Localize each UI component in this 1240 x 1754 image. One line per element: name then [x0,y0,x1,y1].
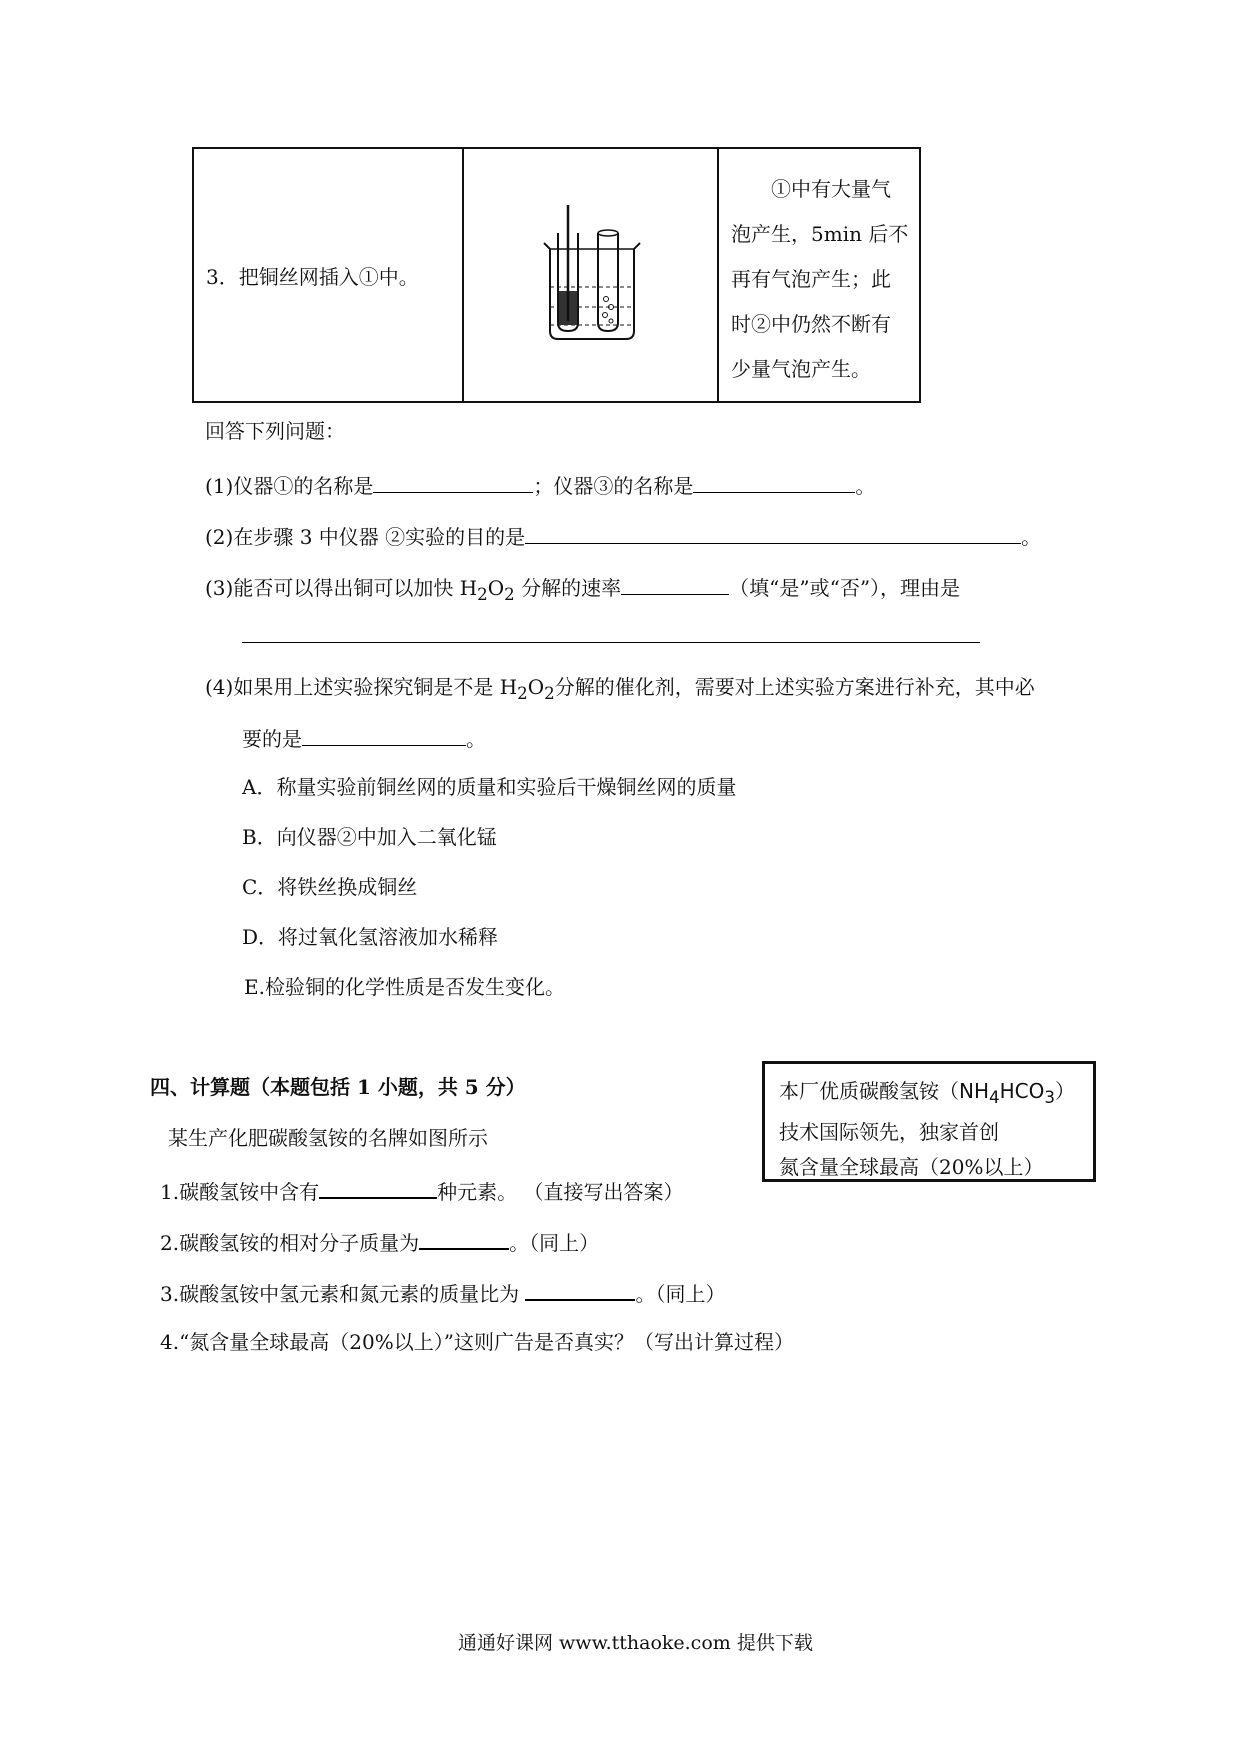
experiment-table [192,147,921,403]
answer-blank[interactable] [525,1279,635,1301]
calc-question-1: 1.碳酸氢铵中含有 种元素。 （直接写出答案） [160,1177,683,1204]
answer-blank[interactable] [373,472,533,493]
beaker-test-tubes-figure [536,203,646,343]
option-b: B．向仪器②中加入二氧化锰 [242,825,497,849]
option-e: E.检验铜的化学性质是否发生变化。 [244,975,565,999]
apparatus-cell [463,148,718,402]
page-footer: 通通好课网 www.tthaoke.com 提供下载 [458,1632,813,1654]
calc-question-2: 2.碳酸氢铵的相对分子质量为 。（同上） [160,1228,599,1255]
answer-blank[interactable] [319,1177,437,1199]
nameplate-line-3: 氮含量全球最高（20%以上） [779,1155,1044,1179]
answer-blank[interactable] [693,472,855,493]
observation-text: ①中有大量气泡产生，5min 后不再有气泡产生；此时②中仍然不断有少量气泡产生。 [731,176,909,381]
calc-question-4: 4.“氮含量全球最高（20%以上）”这则广告是否真实？（写出计算过程） [160,1330,794,1354]
reason-answer-line[interactable] [242,642,980,643]
question-4-line2: 要的是 。 [242,727,486,751]
answer-blank[interactable] [419,1228,509,1250]
question-2: (2)在步骤 3 中仪器 ②实验的目的是 。 [205,525,1042,549]
section-heading: 四、计算题（本题包括 1 小题，共 5 分） [150,1075,526,1099]
option-d: D．将过氧化氢溶液加水稀释 [242,925,499,949]
step-text: 3．把铜丝网插入①中。 [206,264,419,289]
answer-blank[interactable] [621,574,729,595]
fertilizer-nameplate [762,1061,1096,1182]
option-a: A．称量实验前铜丝网的质量和实验后干燥铜丝网的质量 [242,775,737,799]
calc-question-3: 3.碳酸氢铵中氢元素和氮元素的质量比为 。（同上） [160,1279,725,1306]
section-intro: 某生产化肥碳酸氢铵的名牌如图所示 [168,1126,488,1150]
nameplate-line-2: 技术国际领先，独家首创 [779,1120,999,1144]
question-4: (4)如果用上述实验探究铜是不是 $H_2O_2$分解的催化剂，需要对上述实验方案进行补充，其中必 [205,675,1035,703]
nameplate-line-1: 本厂优质碳酸氢铵$(NH_4HCO_3)$ [779,1079,1075,1107]
step-cell [193,148,463,402]
answer-blank[interactable] [525,523,1021,544]
observation-cell [718,148,920,402]
question-1: (1)仪器①的名称是 ；仪器③的名称是 。 [205,474,876,498]
question-3: (3)能否可以得出铜可以加快 $H_2O_2$ 分解的速率 （填“是”或“否”），理由是 [205,576,961,604]
answer-blank[interactable] [302,725,466,746]
questions-intro: 回答下列问题： [205,419,345,443]
option-c: C．将铁丝换成铜丝 [242,875,418,899]
